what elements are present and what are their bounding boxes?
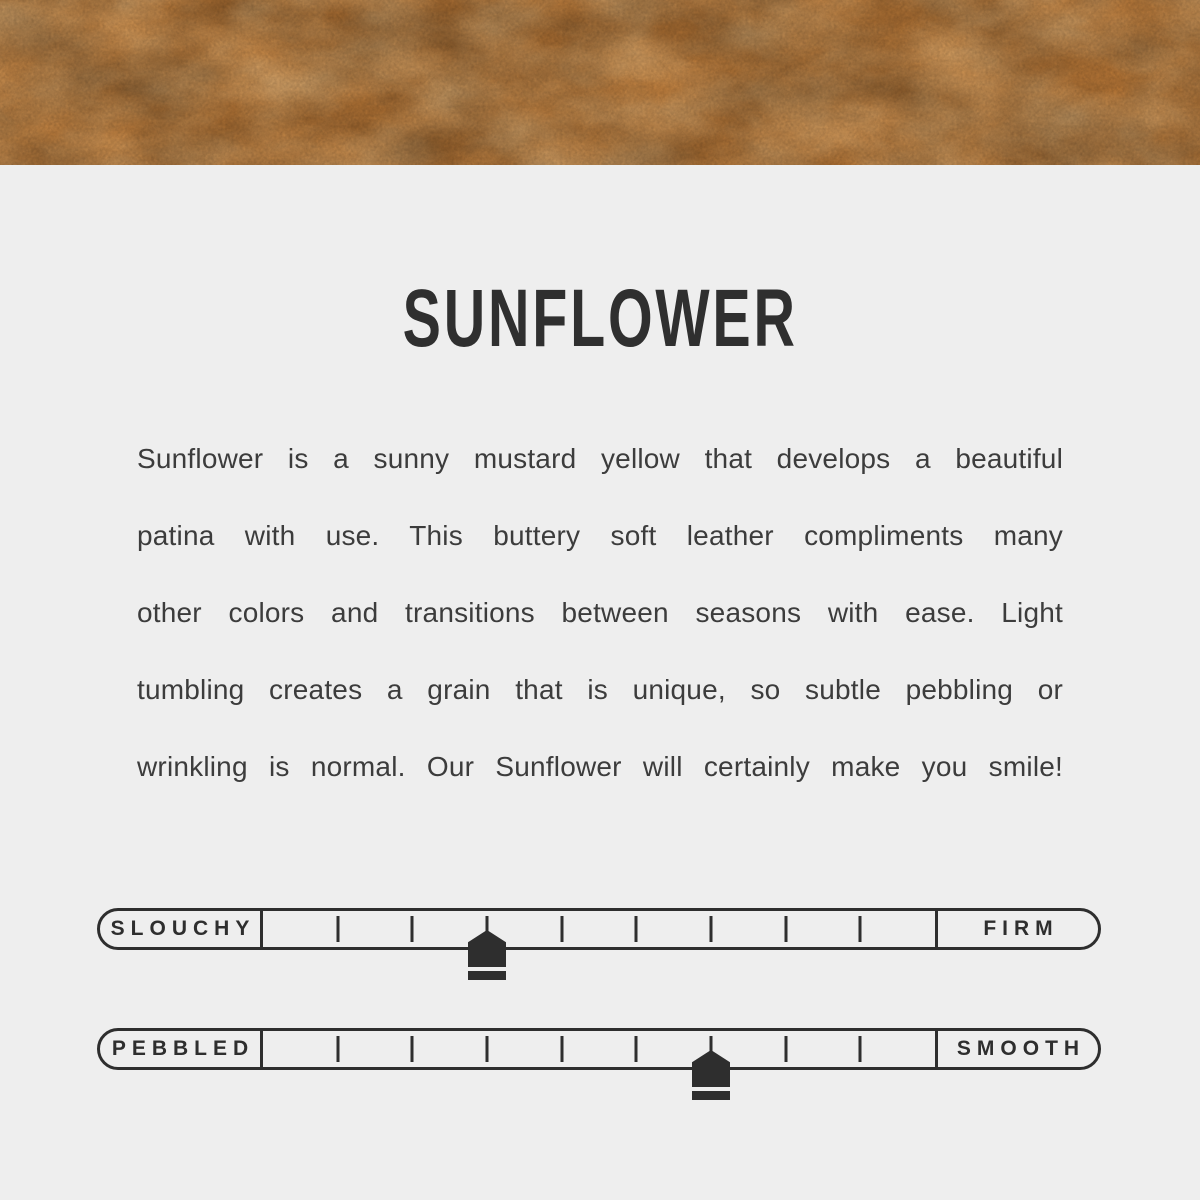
product-description [137,420,1063,805]
tick-mark [635,1036,638,1062]
marker-base [468,971,506,980]
slider-firmness-left-section [100,911,263,947]
tick-mark [336,916,339,942]
description-line: wrinkling is normal. Our Sunflower will certainly make you smile! [137,751,1063,782]
tick-mark [411,916,414,942]
page-title-text: SUNFLOWER [402,273,798,364]
tick-mark [560,916,563,942]
tick-mark [784,916,787,942]
marker-head [692,1050,730,1087]
tick-mark [486,1036,489,1062]
slider-texture-track [263,1031,935,1067]
slider-texture-left-label: PEBBLED [111,1037,255,1060]
slider-marker [692,1050,730,1100]
tick-mark [336,1036,339,1062]
marker-base [692,1091,730,1100]
description-line: patina with use. This buttery soft leather compliments many [137,520,1063,551]
slider-firmness [97,908,1101,950]
description-line: Sunflower is a sunny mustard yellow that develops a beautiful [137,443,1063,474]
slider-texture-right-label: SMOOTH [956,1037,1086,1060]
slider-firmness-left-label: SLOUCHY [110,917,256,940]
tick-mark [635,916,638,942]
tick-mark [710,916,713,942]
tick-mark [859,916,862,942]
slider-texture-right-section [935,1031,1098,1067]
tick-mark [560,1036,563,1062]
tick-mark [784,1036,787,1062]
page-title [0,273,1200,364]
description-line: other colors and transitions between seasons with ease. Light [137,597,1063,628]
tick-mark [859,1036,862,1062]
slider-texture [97,1028,1101,1070]
leather-texture-graphic [0,0,1200,165]
slider-marker [468,930,506,980]
slider-firmness-right-label: FIRM [983,917,1059,940]
slider-firmness-track [263,911,935,947]
description-line: tumbling creates a grain that is unique, so subtle pebbling or [137,674,1063,705]
tick-mark [411,1036,414,1062]
slider-firmness-right-section [935,911,1098,947]
marker-head [468,930,506,967]
leather-swatch-image [0,0,1200,165]
slider-texture-left-section [100,1031,263,1067]
